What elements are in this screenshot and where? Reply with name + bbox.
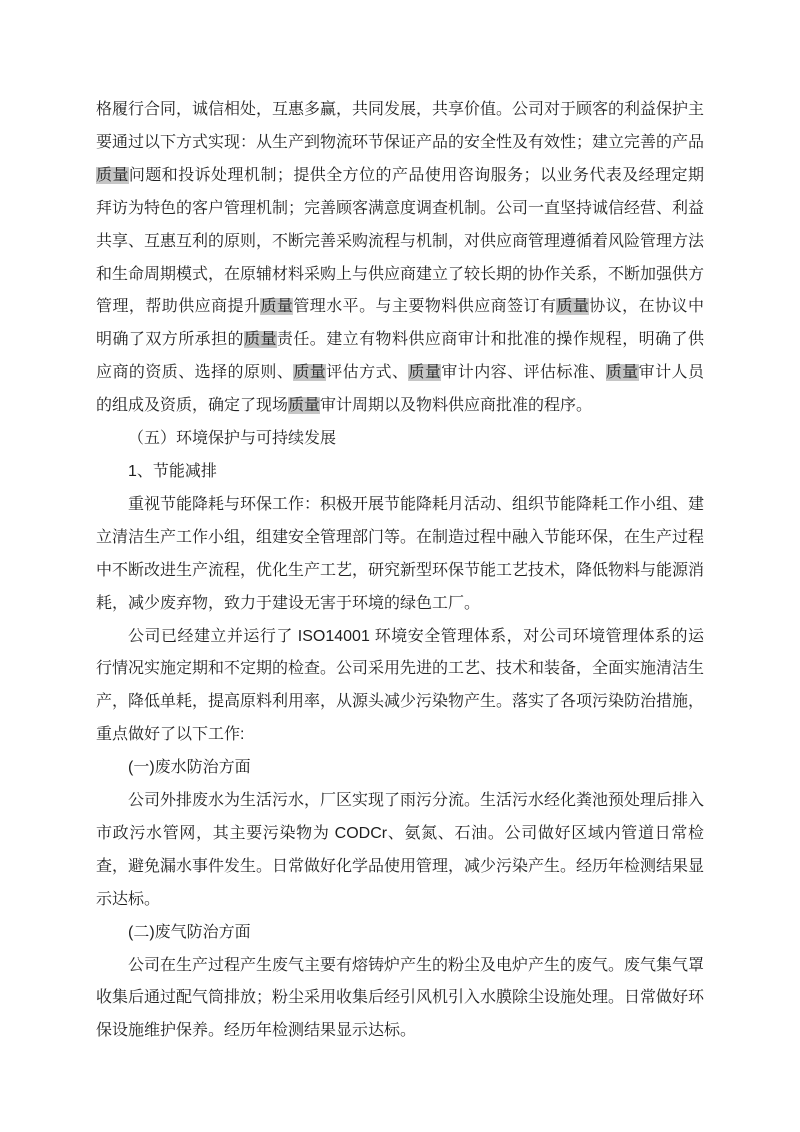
search-highlight: 质量: [605, 364, 639, 382]
search-highlight: 质量: [556, 298, 590, 316]
page-text-area: [96, 94, 704, 1048]
text-run: （五）环境保护与可持续发展: [128, 430, 337, 448]
text-run: (一)废水防治方面: [128, 759, 251, 777]
paragraph-waste-gas-control: [96, 950, 704, 1049]
paragraph-wastewater-control: [96, 785, 704, 917]
heading-waste-gas-control: [96, 917, 704, 950]
text-run: 审计内容、评估标准、: [441, 364, 606, 382]
text-run: 审计人员的组成及资质，确定了现场: [96, 364, 704, 415]
text-run: 管理水平。与主要物料供应商签订有: [293, 298, 557, 316]
text-run: (二)废气防治方面: [128, 923, 251, 941]
heading-1-energy-saving: [96, 456, 704, 489]
search-highlight: 质量: [288, 397, 321, 415]
text-run: 重视节能降耗与环保工作：积极开展节能降耗月活动、组织节能降耗工作小组、建立清洁生产工作小组，组建安全管理部门等。在制造过程中融入节能环保，在生产过程中不断改进生产流程，优化生产工艺，研究新型环保节能工艺技术，降低物料与能源消耗，减少废弃物，致力于建设无害于环境的绿色工厂。: [96, 495, 705, 612]
search-highlight: 质量: [293, 364, 327, 382]
heading-wastewater-control: [96, 752, 704, 785]
text-run: 问题和投诉处理机制；提供全方位的产品使用咨询服务；以业务代表及经理定期拜访为特色的客户管理机制；完善顾客满意度调查机制。公司一直坚持诚信经营、利益共享、互惠互利的原则，不断完善采购流程与机制，对供应商管理遵循着风险管理方法和生命周期模式，在原辅材料采购上与供应商建立了较长期的协作关系，不断加强供方管理，帮助供应商提升: [96, 166, 705, 316]
paragraph-customer-supplier-management: [96, 94, 704, 423]
text-run: 格履行合同，诚信相处，互惠多赢，共同发展，共享价值。公司对于顾客的利益保护主要通过以下方式实现：从生产到物流环节保证产品的安全性及有效性；建立完善的产品: [96, 101, 705, 151]
search-highlight: 质量: [96, 166, 129, 184]
text-run: 1、节能减排: [128, 462, 217, 480]
text-run: 协议，在协议中明确了双方所承担的: [96, 298, 704, 349]
paragraph-energy-saving: [96, 489, 704, 621]
text-run: 公司已经建立并运行了 ISO14001 环境安全管理体系，对公司环境管理体系的运行情况实施定期和不定期的检查。公司采用先进的工艺、技术和装备，全面实施清洁生产，降低单耗，提高原料利用率，从源头减少污染物产生。落实了各项污染防治措施，重点做好了以下工作:: [96, 627, 705, 744]
search-highlight: 质量: [244, 331, 277, 349]
paragraph-iso14001: [96, 621, 704, 753]
text-run: 评估方式、: [326, 364, 409, 382]
text-run: 责任。建立有物料供应商审计和批准的操作规程，明确了供应商的资质、选择的原则、: [96, 331, 704, 382]
search-highlight: 质量: [408, 364, 442, 382]
text-run: 公司在生产过程产生废气主要有熔铸炉产生的粉尘及电炉产生的废气。废气集气罩收集后通过配气筒排放；粉尘采用收集后经引风机引入水膜除尘设施处理。日常做好环保设施维护保养。经历年检测结果显示达标。: [96, 956, 705, 1040]
text-run: 审计周期以及物料供应商批准的程序。: [320, 397, 593, 415]
search-highlight: 质量: [260, 298, 294, 316]
heading-section-5-environment: [96, 423, 704, 456]
text-run: 公司外排废水为生活污水，厂区实现了雨污分流。生活污水经化粪池预处理后排入市政污水管网，其主要污染物为 CODCr、氨氮、石油。公司做好区域内管道日常检查，避免漏水事件发生。日常做好化学品使用管理，减少污染产生。经历年检测结果显示达标。: [96, 792, 705, 908]
